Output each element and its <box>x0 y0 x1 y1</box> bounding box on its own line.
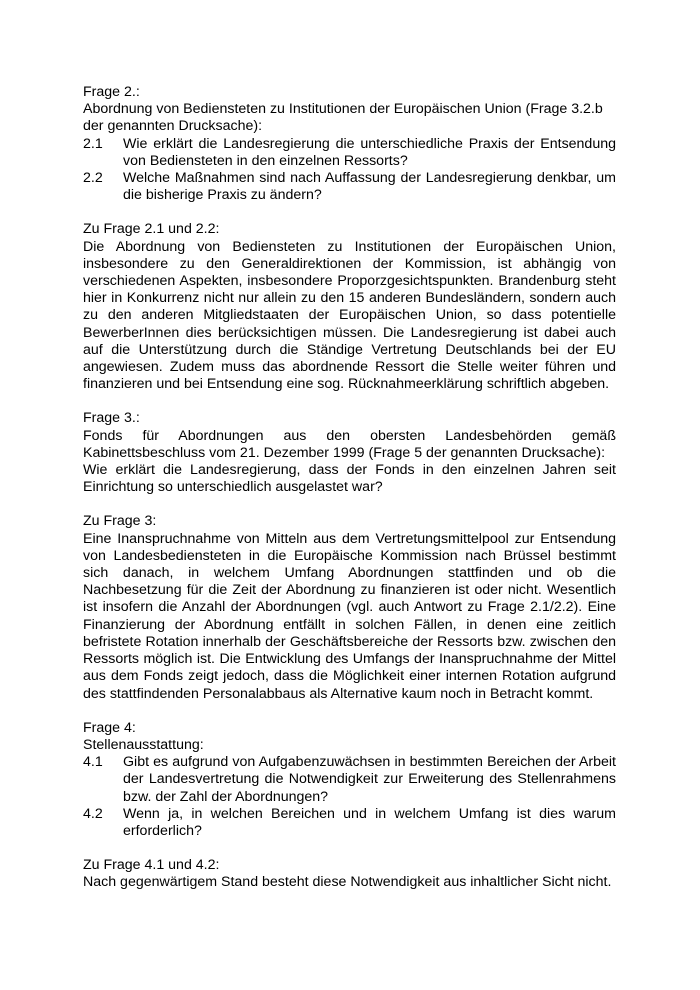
item-text: Wenn ja, in welchen Bereichen und in welchem Umfang ist dies warum erforderlich? <box>123 805 616 839</box>
answer-2-section <box>83 221 616 393</box>
item-number: 2.1 <box>83 135 103 152</box>
question-3-heading: Frage 3.: <box>83 410 140 427</box>
question-4-intro: Stellenausstattung: <box>83 736 204 753</box>
question-4-list <box>83 754 616 840</box>
list-item <box>83 806 616 840</box>
answer-2-heading: Zu Frage 2.1 und 2.2: <box>83 221 220 238</box>
answer-3-heading: Zu Frage 3: <box>83 513 157 530</box>
answer-3-body: Eine Inanspruchnahme von Mitteln aus dem Vertretungsmittelpool zur Entsendung von Landesbediensteten in die Europäische Kommission nach Brüssel bestimmt sich danach, in welchem Umfang Abordnungen stattfinden und ob die Nachbesetzung für die Zeit der Abordnung zu finanzieren ist oder nicht. Wesentlich ist insofern die Anzahl der Abordnungen (vgl. auch Antwort zu Frage 2.1/2.2). Eine Finanzierung der Abordnung entfällt in solchen Fällen, in denen eine zeitlich befristete Rotation innerhalb der Geschäftsbereiche der Ressorts bzw. zwischen den Ressorts möglich ist. Die Entwicklung des Umfangs der Inanspruchnahme der Mittel aus dem Fonds zeigt jedoch, dass die Möglichkeit einer internen Rotation aufgrund des stattfindenden Personalabbaus als Alternative kaum noch in Betracht kommt. <box>83 530 616 702</box>
item-text: Wie erklärt die Landesregierung die unterschiedliche Praxis der Entsendung von Bediensteten in den einzelnen Ressorts? <box>123 135 616 169</box>
question-4-section <box>83 720 616 840</box>
item-number: 2.2 <box>83 170 103 187</box>
item-text: Welche Maßnahmen sind nach Auffassung der Landesregierung denkbar, um die bisherige Praxis zu ändern? <box>123 170 616 204</box>
item-text: Gibt es aufgrund von Aufgabenzuwächsen in bestimmten Bereichen der Arbeit der Landesvertretung die Notwendigkeit zur Erweiterung des Stellenrahmens bzw. der Zahl der Abordnungen? <box>123 754 616 805</box>
document-page <box>83 84 616 909</box>
answer-3-section <box>83 513 616 702</box>
question-2-section <box>83 84 616 204</box>
answer-4-heading: Zu Frage 4.1 und 4.2: <box>83 857 220 874</box>
answer-4-section <box>83 857 616 891</box>
question-2-intro: Abordnung von Bediensteten zu Institutionen der Europäischen Union (Frage 3.2.b der genannten Drucksache): <box>83 101 603 135</box>
question-3-text: Wie erklärt die Landesregierung, dass der Fonds in den einzelnen Jahren seit Einrichtung so unterschiedlich ausgelastet war? <box>83 462 616 496</box>
list-item <box>83 136 616 170</box>
question-2-list <box>83 136 616 205</box>
item-number: 4.2 <box>83 805 103 822</box>
list-item <box>83 754 616 806</box>
question-4-heading: Frage 4: <box>83 719 136 736</box>
question-2-heading: Frage 2.: <box>83 84 140 100</box>
answer-2-body: Die Abordnung von Bediensteten zu Institutionen der Europäischen Union, insbesondere zu den Generaldirektionen der Kommission, ist abhängig von verschiedenen Aspekten, insbesondere Proporzgesichtspunkten. Brandenburg steht hier in Konkurrenz nicht nur allein zu den 15 anderen Bundesländern, sondern auch zu den anderen Mitgliedstaaten der Europäischen Union, so dass potentielle BewerberInnen dies berücksichtigen müssen. Die Landesregierung ist dabei auch auf die Unterstützung durch die Ständige Vertretung Deutschlands bei der EU angewiesen. Zudem muss das abordnende Ressort die Stelle weiter führen und finanzieren und bei Entsendung eine sog. Rücknahmeerklärung schriftlich abgeben. <box>83 238 616 393</box>
item-number: 4.1 <box>83 754 103 771</box>
question-3-section <box>83 410 616 496</box>
question-3-intro: Fonds für Abordnungen aus den obersten Landesbehörden gemäß Kabinettsbeschluss vom 21. Dezember 1999 (Frage 5 der genannten Drucksache): <box>83 427 616 461</box>
list-item <box>83 170 616 204</box>
answer-4-body: Nach gegenwärtigem Stand besteht diese Notwendigkeit aus inhaltlicher Sicht nicht. <box>83 874 612 891</box>
